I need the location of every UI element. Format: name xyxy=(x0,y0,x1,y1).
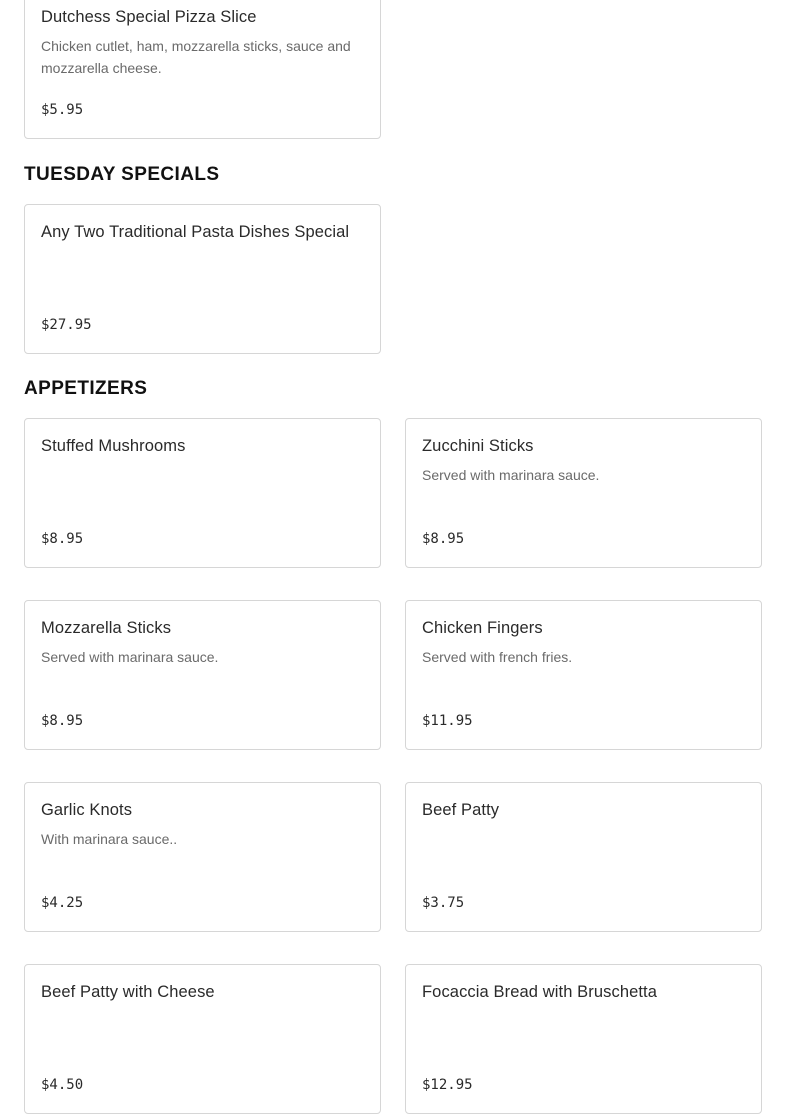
menu-item-name: Garlic Knots xyxy=(41,801,133,819)
section-title-tuesday-specials: TUESDAY SPECIALS xyxy=(24,164,220,185)
menu-item-card[interactable] xyxy=(405,782,762,932)
menu-item-name: Stuffed Mushrooms xyxy=(41,437,186,455)
menu-item-name: Zucchini Sticks xyxy=(422,437,534,455)
menu-item-price: $4.25 xyxy=(41,895,84,911)
menu-item-card[interactable] xyxy=(24,418,381,568)
menu-item-price: $27.95 xyxy=(41,317,92,333)
menu-item-card[interactable] xyxy=(24,204,381,354)
menu-item-price: $3.75 xyxy=(422,895,465,911)
menu-item-description: Served with marinara sauce. xyxy=(422,467,600,483)
menu-item-name: Beef Patty xyxy=(422,801,500,819)
menu-item-name: Mozzarella Sticks xyxy=(41,619,172,637)
menu-item-name: Chicken Fingers xyxy=(422,619,543,637)
menu-item-card[interactable] xyxy=(24,0,381,139)
section-title-appetizers: APPETIZERS xyxy=(24,378,148,399)
menu-item-price: $5.95 xyxy=(41,102,84,118)
menu-item-price: $12.95 xyxy=(422,1077,473,1093)
menu-item-price: $4.50 xyxy=(41,1077,84,1093)
menu-item-description: With marinara sauce.. xyxy=(41,831,178,847)
menu-item-name: Any Two Traditional Pasta Dishes Special xyxy=(41,223,350,241)
menu-item-description: Served with marinara sauce. xyxy=(41,649,219,665)
menu-item-card[interactable] xyxy=(24,782,381,932)
menu-item-price: $11.95 xyxy=(422,713,473,729)
menu-item-price: $8.95 xyxy=(422,531,465,547)
menu-item-description: Served with french fries. xyxy=(422,649,573,665)
menu-item-card[interactable] xyxy=(24,964,381,1114)
menu-item-price: $8.95 xyxy=(41,713,84,729)
menu-item-description: Chicken cutlet, ham, mozzarella sticks, sauce and mozzarella cheese. xyxy=(41,38,351,76)
menu-item-card[interactable] xyxy=(405,964,762,1114)
menu-item-price: $8.95 xyxy=(41,531,84,547)
menu-item-name: Beef Patty with Cheese xyxy=(41,983,215,1001)
menu-item-card[interactable] xyxy=(405,418,762,568)
menu-item-name: Dutchess Special Pizza Slice xyxy=(41,8,257,26)
menu-item-name: Focaccia Bread with Bruschetta xyxy=(422,983,658,1001)
menu-item-card[interactable] xyxy=(24,600,381,750)
menu-item-card[interactable] xyxy=(405,600,762,750)
